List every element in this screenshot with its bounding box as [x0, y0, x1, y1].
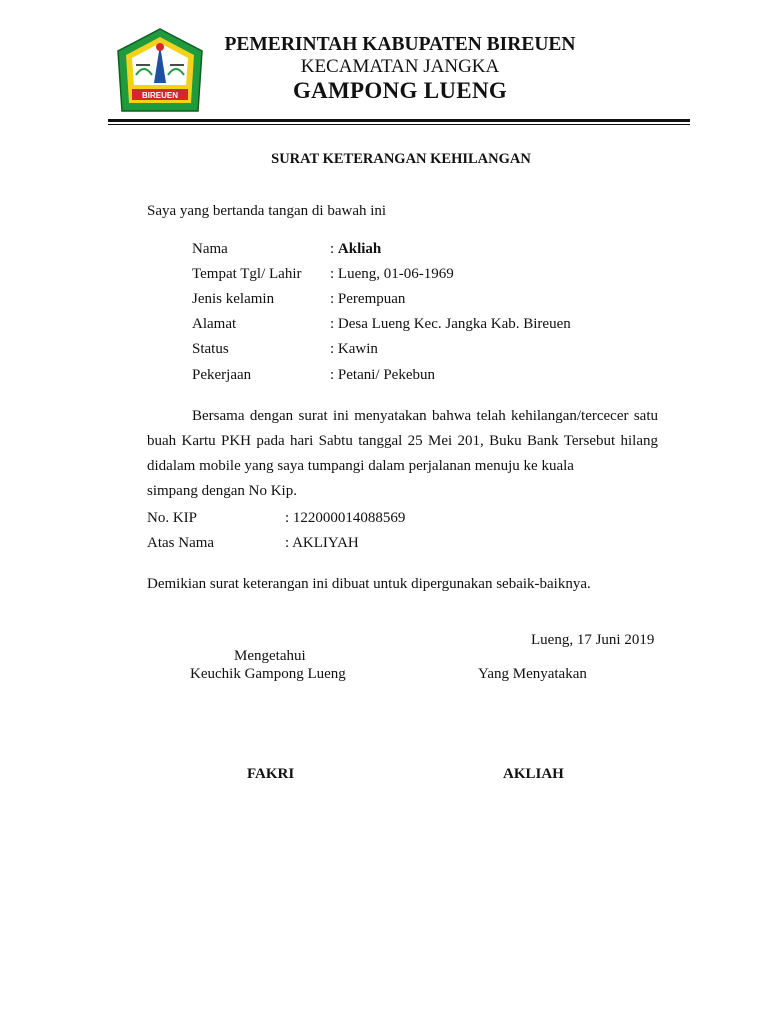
identity-value-status: : Kawin [330, 341, 378, 357]
letterhead-government: PEMERINTAH KABUPATEN BIREUEN [224, 34, 576, 55]
place-date: Lueng, 17 Juni 2019 [531, 632, 655, 648]
signature-right-caption: Yang Menyatakan [478, 666, 587, 682]
identity-label-birth: Tempat Tgl/ Lahir [192, 266, 302, 282]
holder-label: Atas Nama [147, 535, 215, 551]
closing-statement: Demikian surat keterangan ini dibuat untuk dipergunakan sebaik-baiknya. [147, 576, 591, 592]
letterhead-rule-thin [108, 124, 690, 125]
signature-left-name: FAKRI [247, 766, 295, 782]
letterhead-village: GAMPONG LUENG [292, 78, 508, 103]
identity-label-gender: Jenis kelamin [192, 291, 275, 307]
identity-value-address: : Desa Lueng Kec. Jangka Kab. Bireuen [330, 316, 571, 332]
holder-value: : AKLIYAH [285, 535, 359, 551]
identity-value-occupation: : Petani/ Pekebun [330, 367, 435, 383]
body-paragraph-main: Bersama dengan surat ini menyatakan bahwa telah kehilangan/tercecer satu buah Kartu PKH pada hari Sabtu tanggal 25 Mei 201, Buku Bank Tersebut hilang didalam mobile yang saya tumpangi dalam perjalanan menuju ke kuala [147, 408, 658, 474]
identity-value-name: : Akliah [330, 241, 382, 257]
emblem-text: BIREUEN [141, 91, 179, 100]
identity-label-name: Nama [192, 241, 228, 257]
signature-left-caption: Mengetahui [234, 648, 306, 664]
letterhead-rule-thick [108, 119, 690, 122]
letterhead-district: KECAMATAN JANGKA [300, 56, 500, 77]
kip-value: : 122000014088569 [285, 510, 406, 526]
identity-value-gender: : Perempuan [330, 291, 406, 307]
identity-label-status: Status [192, 341, 229, 357]
signature-right-name: AKLIAH [503, 766, 564, 782]
signature-left-title: Keuchik Gampong Lueng [190, 666, 346, 682]
document-title: SURAT KETERANGAN KEHILANGAN [271, 151, 531, 167]
identity-label-address: Alamat [192, 316, 237, 332]
kip-label: No. KIP [147, 510, 198, 526]
identity-value-birth: : Lueng, 01-06-1969 [330, 266, 454, 282]
body-paragraph-last-line: simpang dengan No Kip. [147, 483, 297, 499]
body-paragraph [147, 404, 658, 479]
intro-text: Saya yang bertanda tangan di bawah ini [147, 203, 387, 219]
identity-label-occupation: Pekerjaan [192, 367, 252, 383]
